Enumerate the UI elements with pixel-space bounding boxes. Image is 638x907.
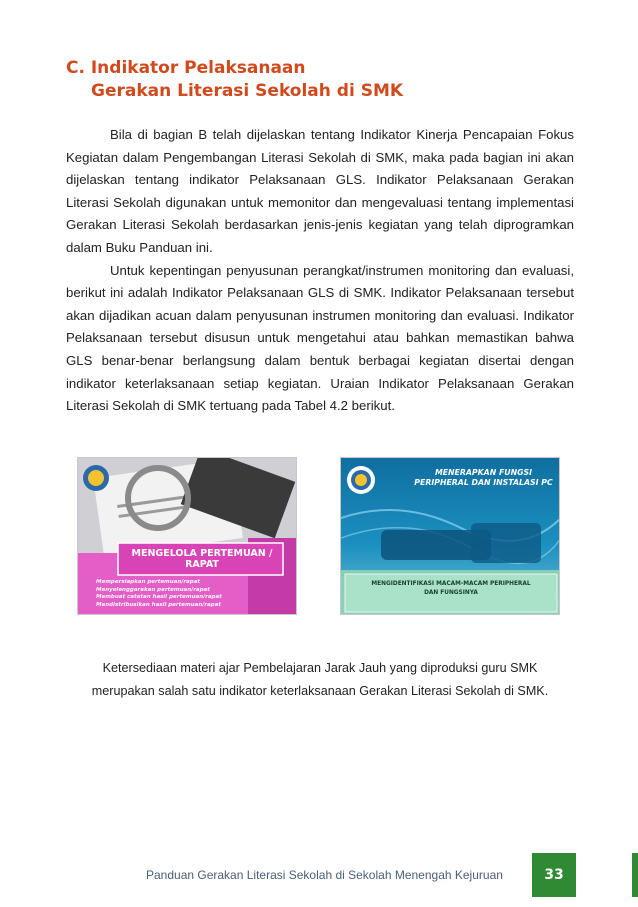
peripheral-slide-title [411,468,556,488]
peripheral-slide-box [347,580,555,598]
meeting-slide-item: Membuat catatan hasil pertemuan/rapat [96,594,222,600]
paragraph-2: Untuk kepentingan penyusunan perangkat/instrumen monitoring dan evaluasi, berikut ini adalah Indikator Pelaksanaan GLS di SMK. Indikator Pelaksanaan tersebut akan dijadikan acuan dalam penyusunan instrumen monitoring dan evaluasi. Indikator Pelaksanaan tersebut disusun untuk mengetahui atau bahkan memastikan bahwa GLS benar-benar berlangsung dalam bentuk berbagai kegiatan disertai dengan indikator keterlaksanaan setiap kegiatan. Uraian Indikator Pelaksanaan Gerakan Literasi Sekolah di SMK tertuang pada Tabel 4.2 berikut. [66,262,574,414]
meeting-slide-items [96,579,222,609]
peripheral-slide-box-line1: MENGIDENTIFIKASI MACAM-MACAM PERIPHERAL [371,581,531,587]
body-text [66,124,574,418]
meeting-slide-title-line1: MENGELOLA PERTEMUAN / [131,548,273,559]
page-edge-tab [632,853,638,897]
figure-caption-line2: merupakan salah satu indikator keterlaksanaan Gerakan Literasi Sekolah di SMK. [91,684,549,698]
meeting-slide-title [122,548,282,570]
footer-title: Panduan Gerakan Literasi Sekolah di Sekolah Menengah Kejuruan [146,868,503,882]
paragraph-1: Bila di bagian B telah dijelaskan tentang Indikator Kinerja Pencapaian Fokus Kegiatan dalam Pengembangan Literasi Sekolah di SMK, maka pada bagian ini akan dijelaskan tentang indikator Pelaksanaan GLS. Indikator Pelaksanaan Gerakan Literasi Sekolah digunakan untuk memonitor dan mengevaluasi tentang implementasi Gerakan Literasi Sekolah berdasarkan jenis-jenis kegiatan yang telah diprogramkan dalam Buku Panduan ini. [66,127,574,255]
meeting-slide-title-line2: RAPAT [185,559,219,570]
meeting-slide-item: Mempersiapkan pertemuan/rapat [96,579,201,585]
section-heading [66,57,403,103]
section-heading-line1: C. Indikator Pelaksanaan [66,58,306,78]
page-number: 33 [532,853,576,897]
meeting-slide-item: Menyelenggarakan pertemuan/rapat [96,586,210,593]
figure-caption [60,657,580,703]
figure-caption-line1: Ketersediaan materi ajar Pembelajaran Jarak Jauh yang diproduksi guru SMK [102,661,538,675]
peripheral-slide-title-line2: PERIPHERAL DAN INSTALASI PC [414,478,553,487]
peripheral-slide-title-line1: MENERAPKAN FUNGSI [434,468,533,477]
peripheral-slide-box-line2: DAN FUNGSINYA [424,590,478,596]
meeting-slide-item: Mendistribusikan hasil pertemuan/rapat [96,601,221,608]
peripheral-material-image [340,457,560,615]
meeting-material-image [77,457,297,615]
figure [77,457,560,615]
section-heading-line2: Gerakan Literasi Sekolah di SMK [91,81,404,101]
